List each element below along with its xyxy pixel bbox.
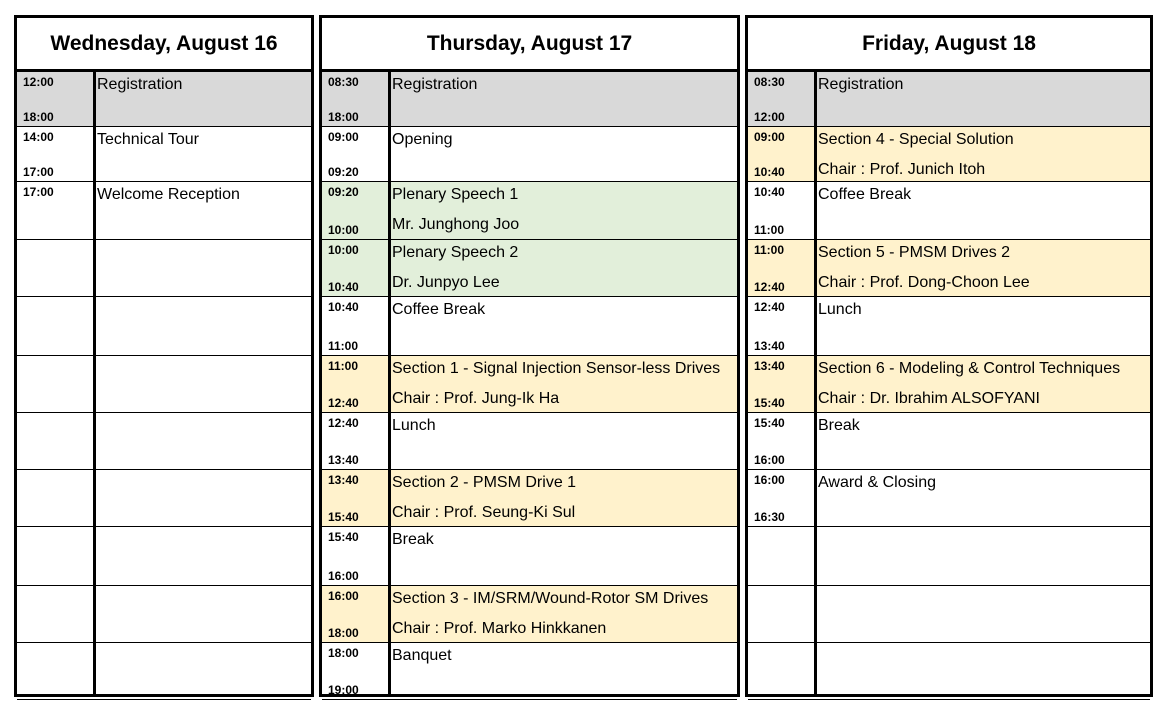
schedule-row [322, 240, 737, 297]
event-title: Technical Tour [97, 131, 199, 148]
start-time: 12:40 [328, 416, 359, 430]
end-time: 12:00 [754, 110, 785, 124]
event-title: Award & Closing [818, 474, 936, 491]
start-time: 09:20 [328, 185, 359, 199]
time-column-divider [93, 72, 96, 694]
schedule-row [17, 356, 311, 413]
day-header: Wednesday, August 16 [17, 18, 311, 72]
event-title: Break [392, 531, 434, 548]
schedule-row [322, 527, 737, 586]
schedule-row [322, 586, 737, 643]
schedule-row [322, 470, 737, 527]
schedule-row [17, 297, 311, 356]
event-title: Registration [818, 76, 904, 93]
schedule-row [322, 72, 737, 127]
schedule-row [748, 72, 1150, 127]
end-time: 17:00 [23, 165, 54, 179]
event-title: Plenary Speech 2 [392, 244, 519, 261]
start-time: 15:40 [328, 530, 359, 544]
end-time: 19:00 [328, 683, 359, 697]
schedule-row [748, 586, 1150, 643]
end-time: 10:40 [754, 165, 785, 179]
start-time: 16:00 [754, 473, 785, 487]
start-time: 10:40 [328, 300, 359, 314]
event-chair: Dr. Junpyo Lee [392, 274, 500, 291]
event-title: Section 3 - IM/SRM/Wound-Rotor SM Drives [392, 590, 709, 607]
day-header: Thursday, August 17 [322, 18, 737, 72]
schedule-row [17, 127, 311, 182]
schedule-row [17, 470, 311, 527]
schedule-row [748, 527, 1150, 586]
schedule-row [748, 127, 1150, 182]
event-title: Coffee Break [818, 186, 912, 203]
end-time: 13:40 [328, 453, 359, 467]
start-time: 18:00 [328, 646, 359, 660]
end-time: 12:40 [328, 396, 359, 410]
start-time: 11:00 [328, 359, 359, 373]
event-title: Break [818, 417, 860, 434]
start-time: 10:00 [328, 243, 359, 257]
start-time: 09:00 [328, 130, 359, 144]
event-chair: Chair : Dr. Ibrahim ALSOFYANI [818, 390, 1040, 407]
schedule-row [748, 356, 1150, 413]
event-title: Opening [392, 131, 453, 148]
end-time: 10:40 [328, 280, 359, 294]
end-time: 10:00 [328, 223, 359, 237]
event-chair: Chair : Prof. Junich Itoh [818, 161, 986, 178]
event-title: Banquet [392, 647, 452, 664]
end-time: 15:40 [328, 510, 359, 524]
end-time: 15:40 [754, 396, 785, 410]
end-time: 16:00 [754, 453, 785, 467]
end-time: 12:40 [754, 280, 785, 294]
event-title: Plenary Speech 1 [392, 186, 519, 203]
end-time: 09:20 [328, 165, 359, 179]
event-title: Registration [97, 76, 183, 93]
start-time: 10:40 [754, 185, 785, 199]
day-rows [748, 72, 1150, 694]
start-time: 17:00 [23, 185, 54, 199]
end-time: 18:00 [23, 110, 54, 124]
day-column [319, 15, 740, 697]
schedule-row [322, 297, 737, 356]
start-time: 11:00 [754, 243, 785, 257]
schedule-row [322, 356, 737, 413]
day-column [14, 15, 314, 697]
schedule-row [748, 240, 1150, 297]
event-title: Welcome Reception [97, 186, 240, 203]
schedule-row [322, 182, 737, 240]
schedule-row [748, 643, 1150, 700]
schedule-row [17, 72, 311, 127]
end-time: 11:00 [328, 339, 359, 353]
schedule-row [748, 297, 1150, 356]
schedule-row [748, 470, 1150, 527]
schedule-row [17, 182, 311, 240]
schedule-row [322, 643, 737, 700]
schedule-row [17, 643, 311, 700]
schedule-row [748, 182, 1150, 240]
start-time: 13:40 [754, 359, 785, 373]
start-time: 15:40 [754, 416, 785, 430]
end-time: 13:40 [754, 339, 785, 353]
event-title: Section 2 - PMSM Drive 1 [392, 474, 577, 491]
schedule-row [17, 413, 311, 470]
start-time: 14:00 [23, 130, 54, 144]
end-time: 18:00 [328, 626, 359, 640]
start-time: 13:40 [328, 473, 359, 487]
event-chair: Chair : Prof. Marko Hinkkanen [392, 620, 607, 637]
event-title: Section 1 - Signal Injection Sensor-less Drives [392, 360, 721, 377]
time-column-divider [388, 72, 391, 694]
start-time: 08:30 [754, 75, 785, 89]
end-time: 11:00 [754, 223, 785, 237]
end-time: 18:00 [328, 110, 359, 124]
event-chair: Mr. Junghong Joo [392, 216, 520, 233]
day-rows [17, 72, 311, 694]
end-time: 16:30 [754, 510, 785, 524]
event-title: Registration [392, 76, 478, 93]
start-time: 08:30 [328, 75, 359, 89]
event-title: Coffee Break [392, 301, 486, 318]
event-title: Lunch [392, 417, 436, 434]
event-chair: Chair : Prof. Seung-Ki Sul [392, 504, 576, 521]
schedule-row [322, 127, 737, 182]
event-title: Section 4 - Special Solution [818, 131, 1014, 148]
day-rows [322, 72, 737, 697]
event-title: Lunch [818, 301, 862, 318]
schedule-row [17, 240, 311, 297]
end-time: 16:00 [328, 569, 359, 583]
schedule-row [322, 413, 737, 470]
event-title: Section 5 - PMSM Drives 2 [818, 244, 1011, 261]
day-header: Friday, August 18 [748, 18, 1150, 72]
start-time: 12:40 [754, 300, 785, 314]
start-time: 12:00 [23, 75, 54, 89]
schedule-row [17, 527, 311, 586]
start-time: 16:00 [328, 589, 359, 603]
schedule-row [748, 413, 1150, 470]
event-chair: Chair : Prof. Dong-Choon Lee [818, 274, 1030, 291]
schedule-row [17, 586, 311, 643]
event-chair: Chair : Prof. Jung-Ik Ha [392, 390, 560, 407]
day-column [745, 15, 1153, 697]
start-time: 09:00 [754, 130, 785, 144]
time-column-divider [814, 72, 817, 694]
event-title: Section 6 - Modeling & Control Techniques [818, 360, 1121, 377]
